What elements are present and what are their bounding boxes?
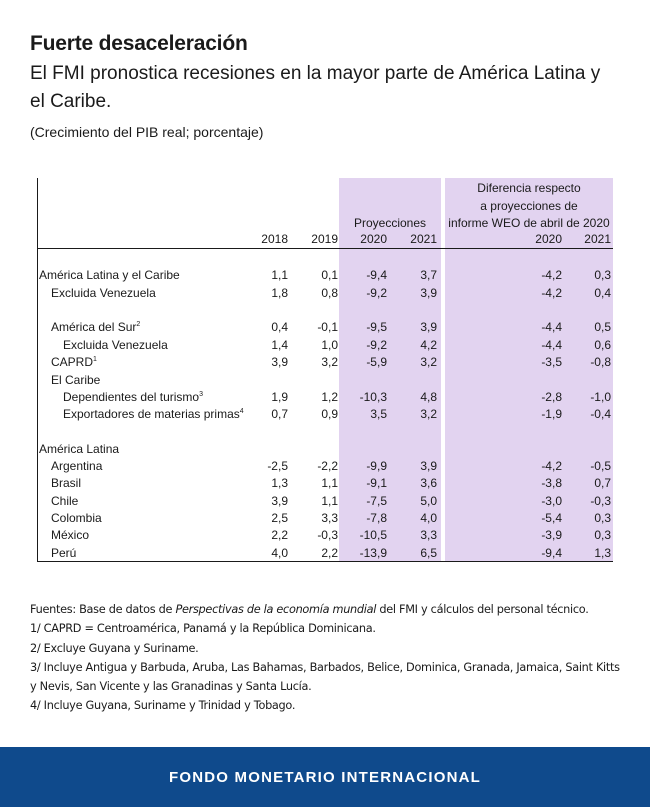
table-cell: 0,1: [321, 268, 338, 282]
table-cell: 2,2: [271, 528, 288, 542]
row-label-text: Perú: [51, 546, 77, 560]
footnote-ref: 4: [239, 408, 244, 415]
row-label: [63, 407, 244, 421]
table-cell: 2,2: [321, 546, 338, 560]
table-cell: 3,2: [321, 355, 338, 369]
row-label: [51, 320, 140, 334]
table-cell: 2,5: [271, 511, 288, 525]
table-cell: 5,0: [420, 494, 437, 508]
table-cell: -4,4: [541, 320, 562, 334]
table-cell: 0,7: [271, 407, 288, 421]
column-header-2: 2020: [360, 232, 387, 246]
row-label-text: CAPRD: [51, 355, 94, 369]
growth-table: [37, 178, 613, 562]
row-label: [63, 390, 203, 404]
table-cell: 0,4: [594, 286, 611, 300]
table-cell: 1,3: [594, 546, 611, 560]
table-cell: 3,9: [420, 459, 437, 473]
footnote-ref: 2: [136, 321, 141, 328]
table-cell: -9,4: [541, 546, 562, 560]
table-cell: 0,3: [594, 511, 611, 525]
table-cell: 0,5: [594, 320, 611, 334]
footnote-4: 4/ Incluye Guyana, Suriname y Trinidad y Tobago.: [30, 699, 296, 713]
table-cell: 3,9: [420, 286, 437, 300]
header-difference-line1: Diferencia respecto: [477, 181, 581, 195]
table-cell: -7,5: [366, 494, 387, 508]
table-cell: -0,1: [317, 320, 338, 334]
table-cell: 1,8: [271, 286, 288, 300]
table-cell: 0,4: [271, 320, 288, 334]
table-cell: -1,9: [541, 407, 562, 421]
table-cell: 3,2: [420, 407, 437, 421]
column-header-0: 2018: [261, 232, 288, 246]
table-cell: 1,2: [321, 390, 338, 404]
row-label-text: Brasil: [51, 476, 82, 490]
table-cell: -3,9: [541, 528, 562, 542]
table-cell: 3,3: [420, 528, 437, 542]
table-cell: -4,2: [541, 459, 562, 473]
row-label-text: Argentina: [51, 459, 103, 473]
row-label-text: Exportadores de materias primas: [63, 407, 240, 421]
table-cell: -10,5: [359, 528, 387, 542]
row-label: [51, 355, 97, 369]
table-cell: 1,4: [271, 338, 288, 352]
table-cell: 6,5: [420, 546, 437, 560]
footer-banner: [0, 747, 650, 807]
row-label: [51, 546, 76, 560]
table-cell: -10,3: [359, 390, 387, 404]
header-rule: [37, 248, 613, 249]
row-label: [51, 494, 78, 508]
footnote-3: 3/ Incluye Antigua y Barbuda, Aruba, Las Bahamas, Barbados, Belice, Dominica, Granada, Jamaica, Saint Kitts y Nevis, San Vicente y las Granadinas y Santa Lucía.: [30, 660, 620, 694]
row-label-text: América del Sur: [51, 320, 137, 334]
table-cell: 0,9: [321, 407, 338, 421]
row-label-text: Excluida Venezuela: [63, 338, 168, 352]
table-cell: 3,9: [271, 355, 288, 369]
footer-label: FONDO MONETARIO INTERNACIONAL: [168, 768, 481, 786]
column-header-3: 2021: [410, 232, 437, 246]
row-label: [51, 373, 100, 387]
row-label-text: América Latina: [39, 442, 120, 456]
table-cell: 0,7: [594, 476, 611, 490]
table-cell: -3,8: [541, 476, 562, 490]
table-cell: 1,1: [321, 494, 338, 508]
table-cell: 4,0: [271, 546, 288, 560]
table-cell: 3,7: [420, 268, 437, 282]
footnotes: [30, 600, 620, 716]
row-label: [51, 511, 102, 525]
footnote-ref: 3: [199, 391, 203, 398]
row-label-text: El Caribe: [51, 373, 101, 387]
header-difference-line3: informe WEO de abril de 2020: [448, 216, 610, 230]
table-cell: -9,9: [366, 459, 387, 473]
footnote-1: 1/ CAPRD = Centroamérica, Panamá y la República Dominicana.: [30, 622, 376, 636]
table-cell: 1,0: [321, 338, 338, 352]
table-cell: -2,2: [317, 459, 338, 473]
row-label: [39, 442, 119, 456]
table-cell: 3,9: [271, 494, 288, 508]
row-label-text: Chile: [51, 494, 79, 508]
row-label-text: Colombia: [51, 511, 102, 525]
table-cell: 1,1: [271, 268, 288, 282]
row-label: [39, 268, 180, 282]
header-projections: Proyecciones: [353, 216, 427, 230]
table-cell: -1,0: [590, 390, 611, 404]
table-cell: 1,1: [321, 476, 338, 490]
row-label: [51, 459, 102, 473]
table-cell: -7,8: [366, 511, 387, 525]
footnote-2: 2/ Excluye Guyana y Suriname.: [30, 641, 199, 655]
table-cell: 3,5: [370, 407, 387, 421]
table-cell: -0,5: [590, 459, 611, 473]
table-cell: -2,5: [267, 459, 288, 473]
row-label-text: Excluida Venezuela: [51, 286, 156, 300]
header-difference-line2: a proyecciones de: [480, 199, 578, 213]
table-cell: -4,2: [541, 286, 562, 300]
table-cell: -5,4: [541, 511, 562, 525]
row-label: [51, 528, 89, 542]
column-header-5: 2021: [584, 232, 611, 246]
table-cell: 0,3: [594, 268, 611, 282]
table-cell: -3,5: [541, 355, 562, 369]
table-cell: -9,2: [366, 286, 387, 300]
table-cell: 4,0: [420, 511, 437, 525]
table-cell: -3,0: [541, 494, 562, 508]
table-cell: 3,2: [420, 355, 437, 369]
column-header-4: 2020: [535, 232, 562, 246]
table-cell: -0,3: [590, 494, 611, 508]
unit-note: (Crecimiento del PIB real; porcentaje): [30, 124, 264, 140]
table-cell: -9,1: [366, 476, 387, 490]
row-label: [63, 338, 168, 352]
table-cell: 0,8: [321, 286, 338, 300]
row-label: [51, 476, 81, 490]
table-cell: -0,8: [590, 355, 611, 369]
footnote-ref: 1: [93, 356, 97, 363]
table-cell: 0,6: [594, 338, 611, 352]
row-label-text: Dependientes del turismo: [63, 390, 200, 404]
page-subtitle: El FMI pronostica recesiones en la mayor parte de América Latina y el Caribe.: [30, 63, 601, 112]
table-cell: -2,8: [541, 390, 562, 404]
row-label-text: México: [51, 528, 90, 542]
table-cell: -5,9: [366, 355, 387, 369]
table-cell: -0,3: [317, 528, 338, 542]
table-cell: 3,9: [420, 320, 437, 334]
table-border-left: [37, 178, 38, 562]
row-label-text: América Latina y el Caribe: [39, 268, 180, 282]
column-header-1: 2019: [311, 232, 338, 246]
page-title: Fuerte desaceleración: [30, 32, 248, 55]
table-cell: -13,9: [359, 546, 387, 560]
table-cell: 1,9: [271, 390, 288, 404]
table-bottom-rule: [37, 561, 613, 562]
table-cell: 3,6: [420, 476, 437, 490]
table-cell: -0,4: [590, 407, 611, 421]
table-cell: 0,3: [594, 528, 611, 542]
table-cell: 4,8: [420, 390, 437, 404]
table-cell: -9,5: [366, 320, 387, 334]
table-cell: -4,4: [541, 338, 562, 352]
row-label: [51, 286, 156, 300]
table-cell: 3,3: [321, 511, 338, 525]
table-cell: 1,3: [271, 476, 288, 490]
table-cell: -9,2: [366, 338, 387, 352]
table-cell: -9,4: [366, 268, 387, 282]
table-cell: 4,2: [420, 338, 437, 352]
table-cell: -4,2: [541, 268, 562, 282]
footnote-source: Fuentes: Base de datos de Perspectivas de la economía mundial del FMI y cálculos del personal técnico.: [30, 603, 589, 616]
